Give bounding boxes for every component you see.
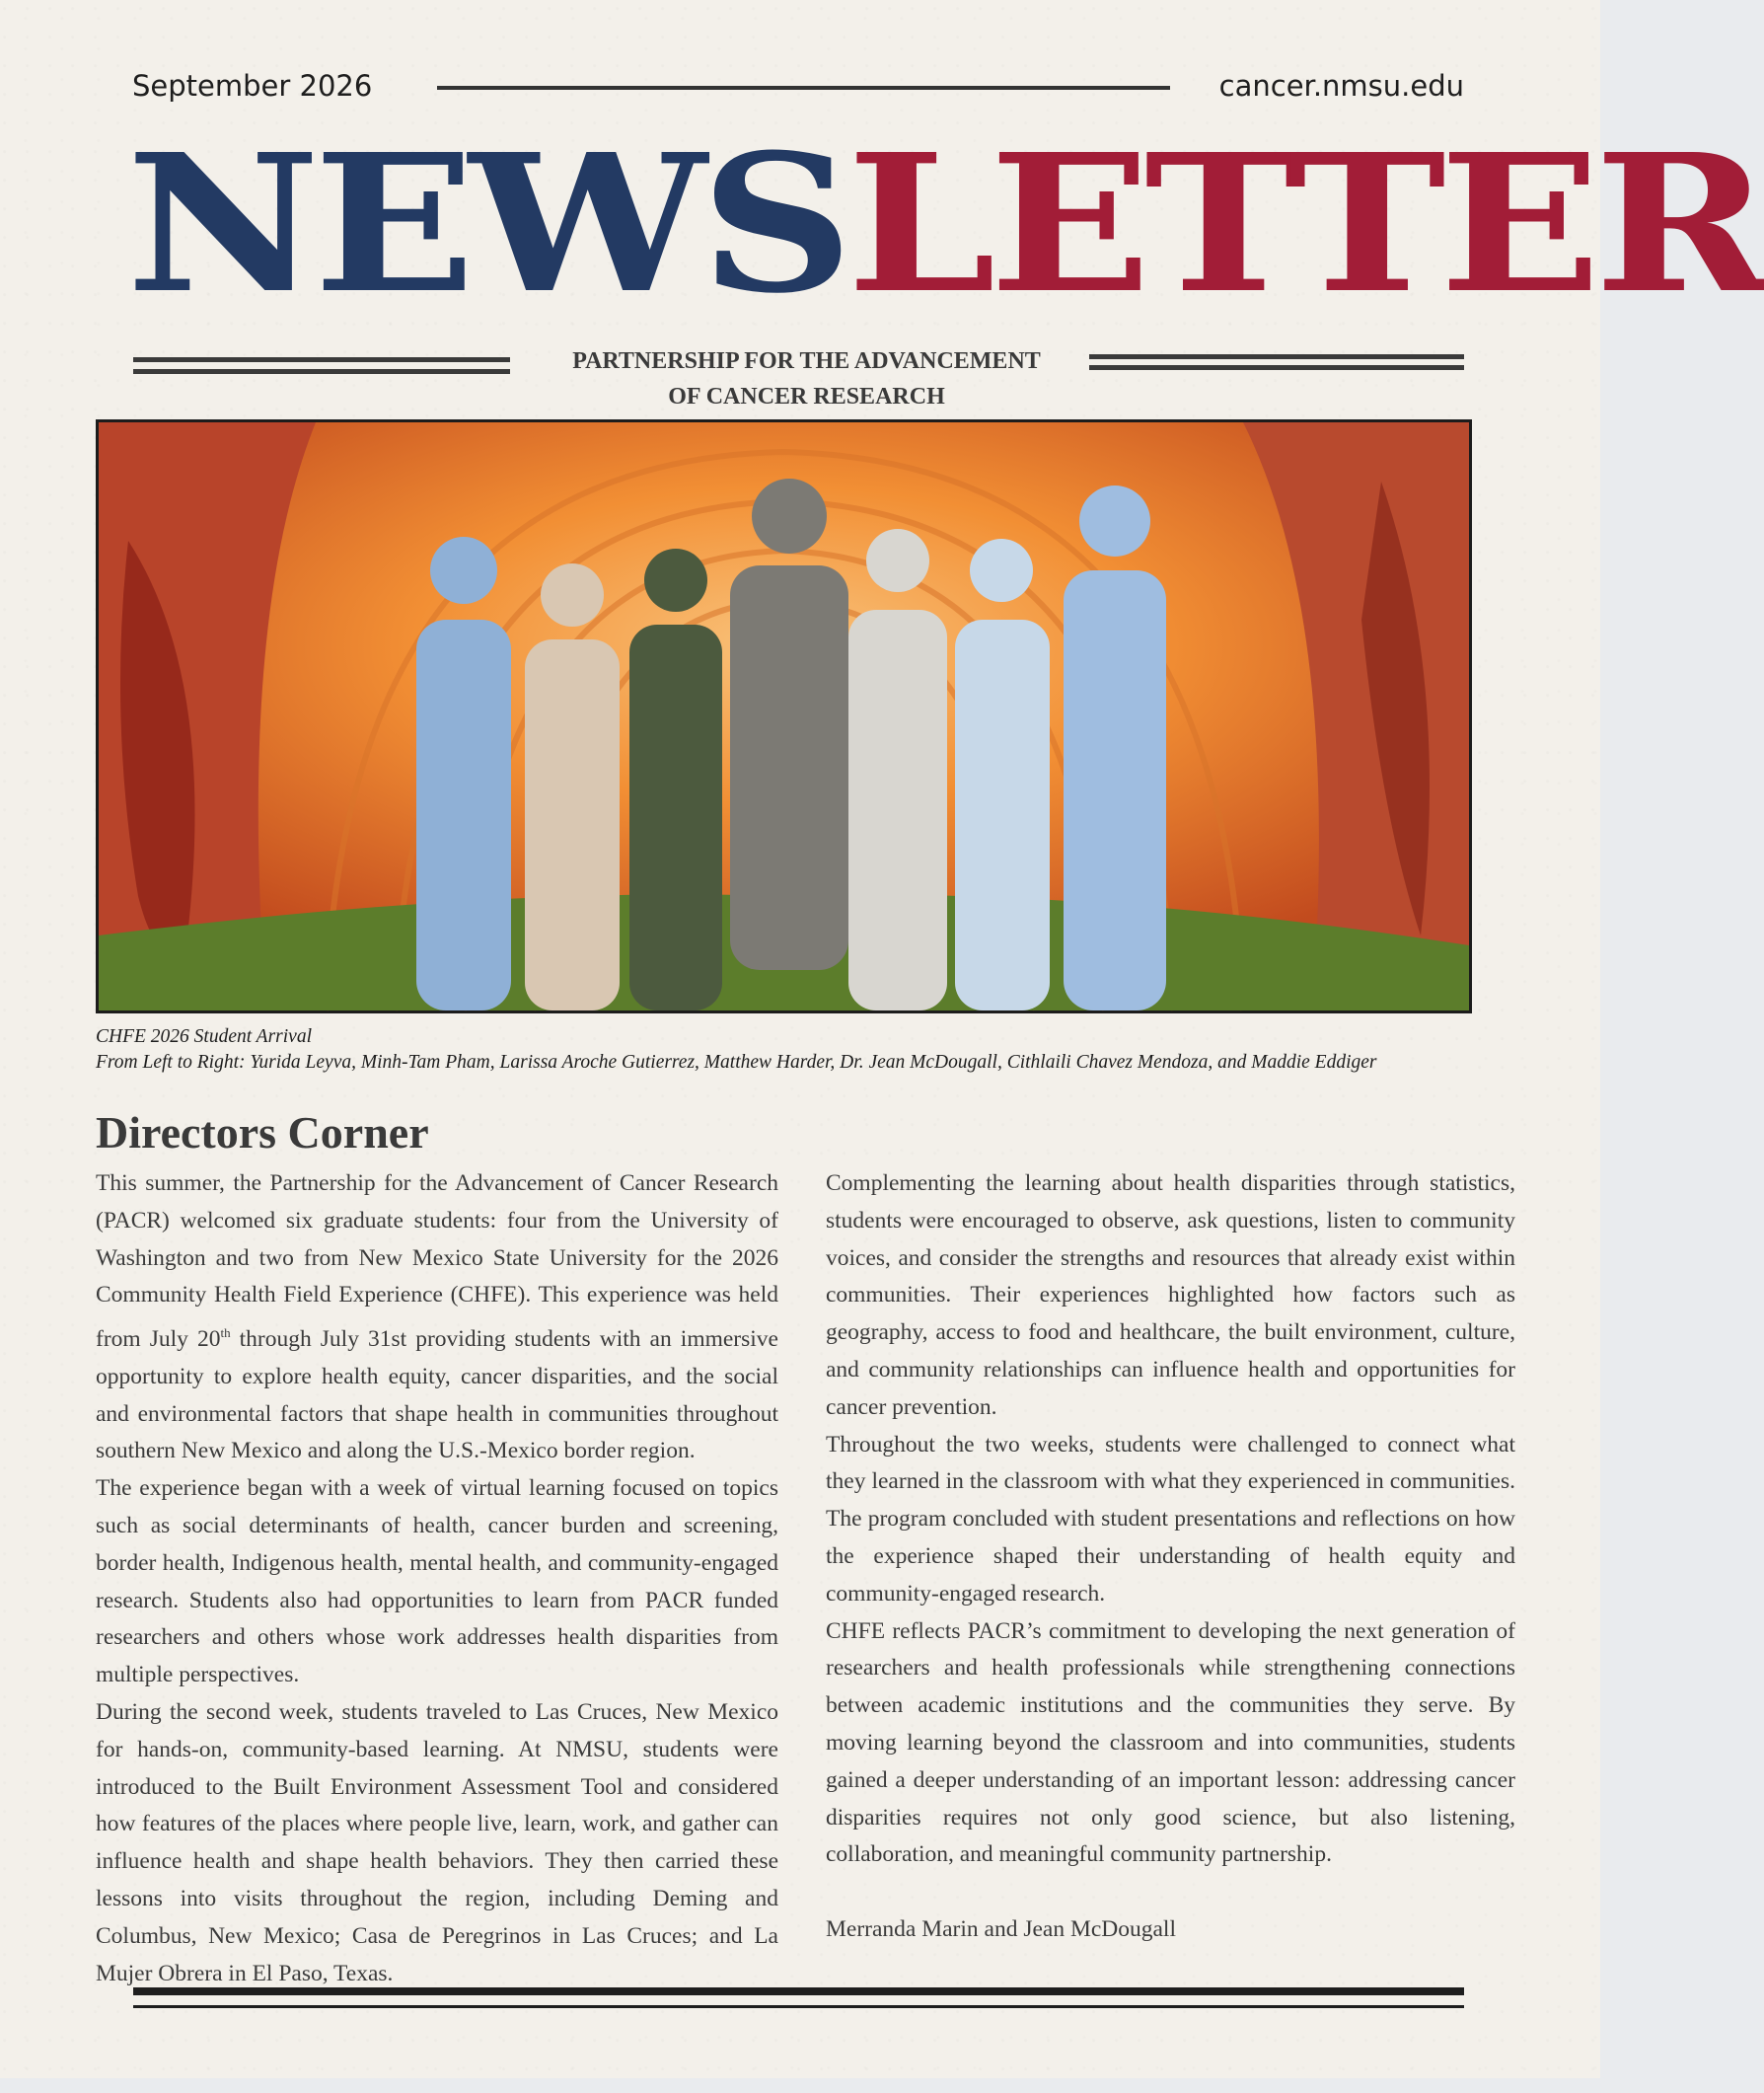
subtitle-rule-right-bottom xyxy=(1089,365,1464,370)
issue-date: September 2026 xyxy=(132,69,373,103)
footer-rule-thin xyxy=(133,2005,1464,2008)
article-paragraph xyxy=(96,1165,778,1470)
subtitle-rule-right-top xyxy=(1089,354,1464,359)
article-paragraph: CHFE reflects PACR’s commitment to developing the next generation of researchers and health professionals while strengthening connections between academic institutions and the communities they serve. By moving learning beyond the classroom and into communities, students gained a deeper understanding of an important lesson: addressing cancer disparities requires not only good science, but also listening, collaboration, and meaningful community partnership. xyxy=(826,1617,1515,1868)
masthead-news: NEWS xyxy=(126,113,847,336)
article-paragraph: The experience began with a week of virtual learning focused on topics such as social determinants of health, cancer burden and screening, border health, Indigenous health, mental health, and community-engaged research. Students also had opportunities to learn from PACR funded researchers and others whose work addresses health disparities from multiple perspectives. xyxy=(96,1475,778,1688)
footer-rule-thick xyxy=(133,1987,1464,1995)
subtitle-rule-left-bottom xyxy=(133,369,510,374)
subtitle-line-2: OF CANCER RESEARCH xyxy=(668,384,945,410)
article-paragraph: Throughout the two weeks, students were challenged to connect what they learned in the classroom with what they experienced in communities. The program concluded with student presentations and reflections on how the experience shaped their understanding of health equity and community-engaged research. xyxy=(826,1431,1515,1607)
article-column-right xyxy=(826,1165,1515,1949)
article-column-left xyxy=(96,1165,778,1992)
subtitle-line-1: PARTNERSHIP FOR THE ADVANCEMENT xyxy=(572,348,1041,374)
article-paragraph: During the second week, students traveled to Las Cruces, New Mexico for hands-on, community-based learning. At NMSU, students were introduced to the Built Environment Assessment Tool and considered how features of the places where people live, learn, work, and gather can influence health and shape health behaviors. They then carried these lessons into visits throughout the region, including Deming and Columbus, New Mexico; Casa de Peregrinos in Las Cruces; and La Mujer Obrera in El Paso, Texas. xyxy=(96,1698,778,1986)
paragraph-text: This summer, the Partnership for the Advancement of Cancer Research (PACR) welcomed six graduate students: four from the University of Washington and two from New Mexico State University for the 2026 Community Health Field Experience (CHFE). This experience was held from July 20 xyxy=(96,1170,778,1353)
paragraph-text: through July 31st providing students with an immersive opportunity to explore health equity, cancer disparities, and the social and environmental factors that shape health in communities throughout southern New Mexico and along the U.S.-Mexico border region. xyxy=(96,1326,778,1464)
superscript-th: th xyxy=(220,1325,231,1341)
section-heading: Directors Corner xyxy=(96,1107,429,1158)
photo-caption xyxy=(96,1024,1497,1076)
subtitle-rule-left-top xyxy=(133,357,510,362)
website-link[interactable]: cancer.nmsu.edu xyxy=(1218,69,1464,103)
group-photo xyxy=(96,419,1472,1013)
caption-names: From Left to Right: Yurida Leyva, Minh-Tam Pham, Larissa Aroche Gutierrez, Matthew Harder, Dr. Jean McDougall, Cithlaili Chavez Mendoza, and Maddie Eddiger xyxy=(96,1052,1377,1073)
masthead-letter: LETTER xyxy=(846,113,1764,336)
article-signature: Merranda Marin and Jean McDougall xyxy=(826,1915,1176,1942)
caption-title: CHFE 2026 Student Arrival xyxy=(96,1026,313,1047)
newsletter-masthead xyxy=(126,113,1764,336)
organization-subtitle xyxy=(513,343,1100,414)
header-rule xyxy=(437,86,1170,90)
article-paragraph: Complementing the learning about health disparities through statistics, students were encouraged to observe, ask questions, listen to community voices, and consider the strengths and resources that already exist within communities. Their experiences highlighted how factors such as geography, access to food and healthcare, the built environment, culture, and community relationships can influence health and opportunities for cancer prevention. xyxy=(826,1170,1515,1420)
